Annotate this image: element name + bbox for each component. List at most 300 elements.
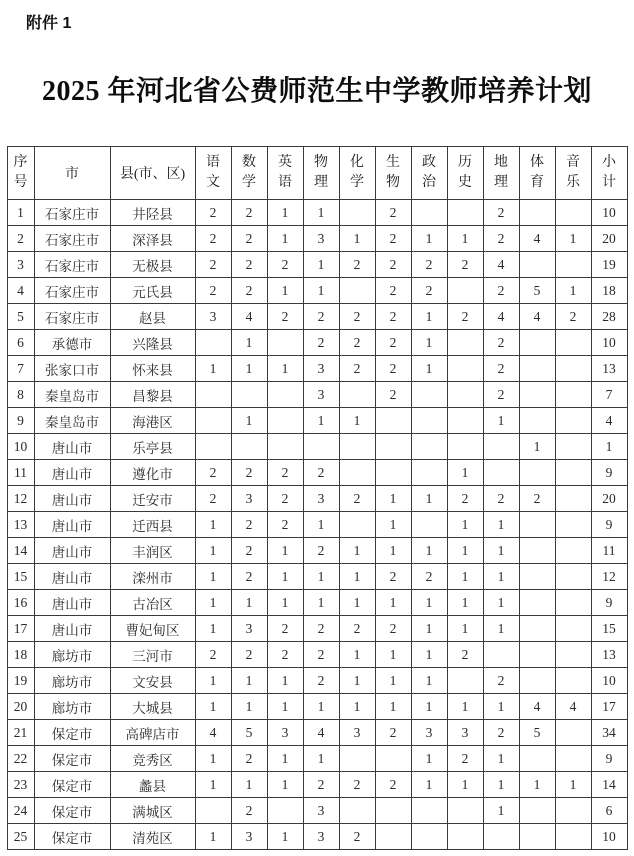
table-cell: 1 (195, 590, 231, 616)
table-cell: 1 (591, 434, 627, 460)
table-cell: 2 (231, 746, 267, 772)
table-cell: 2 (339, 330, 375, 356)
table-cell: 1 (411, 642, 447, 668)
table-cell: 2 (375, 330, 411, 356)
table-cell: 3 (231, 486, 267, 512)
table-cell: 1 (447, 460, 483, 486)
table-cell: 1 (483, 590, 519, 616)
table-cell: 无极县 (110, 252, 195, 278)
table-cell: 23 (7, 772, 34, 798)
column-header (447, 147, 483, 200)
table-cell: 2 (411, 278, 447, 304)
table-cell (447, 434, 483, 460)
table-cell (195, 434, 231, 460)
table-cell (375, 746, 411, 772)
table-cell: 2 (231, 538, 267, 564)
table-cell: 2 (303, 304, 339, 330)
header-row (7, 147, 627, 200)
table-cell: 唐山市 (34, 434, 110, 460)
table-cell (339, 746, 375, 772)
table-cell: 1 (339, 408, 375, 434)
table-row (7, 694, 627, 720)
table-cell: 1 (447, 772, 483, 798)
table-cell: 1 (303, 408, 339, 434)
table-cell: 2 (375, 720, 411, 746)
table-cell: 3 (303, 356, 339, 382)
table-cell: 4 (231, 304, 267, 330)
table-cell: 文安县 (110, 668, 195, 694)
table-cell (231, 434, 267, 460)
table-cell (519, 538, 555, 564)
table-cell: 2 (339, 486, 375, 512)
table-cell: 9 (591, 590, 627, 616)
table-cell (555, 746, 591, 772)
table-cell: 海港区 (110, 408, 195, 434)
table-cell: 4 (7, 278, 34, 304)
table-cell (555, 330, 591, 356)
table-cell: 兴隆县 (110, 330, 195, 356)
table-cell: 20 (591, 486, 627, 512)
table-cell: 2 (483, 200, 519, 226)
table-cell: 3 (231, 616, 267, 642)
table-cell (195, 382, 231, 408)
table-cell (411, 434, 447, 460)
table-cell: 大城县 (110, 694, 195, 720)
table-cell: 2 (231, 278, 267, 304)
table-cell (519, 408, 555, 434)
table-cell: 1 (411, 590, 447, 616)
table-cell: 1 (447, 226, 483, 252)
table-cell: 7 (591, 382, 627, 408)
column-header (483, 147, 519, 200)
table-cell: 1 (483, 564, 519, 590)
column-header-label: 化学 (350, 155, 364, 190)
table-cell (519, 382, 555, 408)
table-cell (339, 382, 375, 408)
table-cell: 石家庄市 (34, 278, 110, 304)
table-cell: 5 (231, 720, 267, 746)
table-cell: 1 (519, 772, 555, 798)
column-header (303, 147, 339, 200)
table-cell: 1 (303, 512, 339, 538)
table-cell: 1 (411, 538, 447, 564)
table-cell: 3 (303, 382, 339, 408)
table-row (7, 772, 627, 798)
table-cell: 2 (303, 668, 339, 694)
table-cell: 1 (303, 694, 339, 720)
table-cell: 10 (7, 434, 34, 460)
table-cell: 怀来县 (110, 356, 195, 382)
table-cell: 唐山市 (34, 616, 110, 642)
table-cell: 保定市 (34, 824, 110, 850)
table-cell: 1 (303, 200, 339, 226)
table-cell: 1 (339, 226, 375, 252)
column-header-label: 数学 (242, 155, 256, 190)
table-cell (555, 590, 591, 616)
table-cell: 1 (231, 330, 267, 356)
table-cell (555, 200, 591, 226)
column-header-label: 生物 (386, 155, 400, 190)
table-cell: 2 (483, 486, 519, 512)
table-cell: 3 (231, 824, 267, 850)
table-cell: 1 (555, 772, 591, 798)
table-cell: 石家庄市 (34, 200, 110, 226)
table-cell: 3 (303, 486, 339, 512)
table-cell: 井陉县 (110, 200, 195, 226)
table-cell (447, 200, 483, 226)
table-cell: 2 (375, 226, 411, 252)
table-cell (447, 668, 483, 694)
table-cell: 3 (303, 226, 339, 252)
table-cell: 保定市 (34, 720, 110, 746)
table-row (7, 824, 627, 850)
column-header (519, 147, 555, 200)
column-header (267, 147, 303, 200)
table-cell: 曹妃甸区 (110, 616, 195, 642)
table-cell: 1 (555, 278, 591, 304)
table-cell: 承德市 (34, 330, 110, 356)
table-cell (483, 824, 519, 850)
table-cell: 2 (483, 668, 519, 694)
column-header (231, 147, 267, 200)
table-cell (555, 564, 591, 590)
table-cell: 1 (447, 694, 483, 720)
table-cell: 1 (483, 512, 519, 538)
table-row (7, 356, 627, 382)
table-cell: 2 (339, 252, 375, 278)
table-row (7, 434, 627, 460)
table-row (7, 720, 627, 746)
table-cell: 1 (483, 694, 519, 720)
table-cell: 5 (519, 720, 555, 746)
table-cell: 保定市 (34, 798, 110, 824)
table-cell: 9 (591, 512, 627, 538)
table-cell: 满城区 (110, 798, 195, 824)
table-cell (375, 434, 411, 460)
table-cell: 2 (231, 642, 267, 668)
table-cell: 1 (411, 668, 447, 694)
table-cell (195, 330, 231, 356)
table-cell: 乐亭县 (110, 434, 195, 460)
table-cell: 2 (303, 460, 339, 486)
table-cell: 1 (267, 772, 303, 798)
column-header: 市 (34, 147, 110, 200)
table-cell: 19 (7, 668, 34, 694)
table-cell: 5 (519, 278, 555, 304)
table-cell: 1 (411, 694, 447, 720)
table-cell (519, 512, 555, 538)
table-cell: 2 (447, 642, 483, 668)
table-cell: 2 (303, 772, 339, 798)
column-header-label: 政治 (422, 155, 436, 190)
table-cell: 13 (591, 642, 627, 668)
table-cell: 1 (483, 616, 519, 642)
table-cell: 10 (591, 200, 627, 226)
table-cell: 1 (195, 616, 231, 642)
table-cell: 2 (195, 278, 231, 304)
table-cell: 1 (411, 356, 447, 382)
table-cell: 2 (267, 616, 303, 642)
table-cell: 2 (195, 226, 231, 252)
table-cell: 2 (339, 304, 375, 330)
table-cell: 2 (375, 278, 411, 304)
table-cell: 1 (231, 590, 267, 616)
table-cell: 4 (195, 720, 231, 746)
table-cell: 2 (447, 486, 483, 512)
table-cell: 1 (375, 668, 411, 694)
table-cell: 1 (231, 772, 267, 798)
column-header-label: 序号 (13, 155, 28, 190)
table-cell: 2 (519, 486, 555, 512)
table-cell: 22 (7, 746, 34, 772)
table-cell (267, 330, 303, 356)
table-cell (519, 642, 555, 668)
table-cell: 1 (375, 642, 411, 668)
table-cell (447, 330, 483, 356)
table-cell: 赵县 (110, 304, 195, 330)
table-cell (519, 668, 555, 694)
table-cell (483, 434, 519, 460)
table-row (7, 304, 627, 330)
table-cell: 1 (375, 538, 411, 564)
table-cell: 13 (591, 356, 627, 382)
table-cell: 1 (483, 746, 519, 772)
table-cell: 1 (375, 486, 411, 512)
table-cell: 6 (591, 798, 627, 824)
table-cell: 1 (483, 538, 519, 564)
table-cell: 2 (447, 304, 483, 330)
table-cell: 昌黎县 (110, 382, 195, 408)
table-row (7, 460, 627, 486)
table-cell: 2 (303, 538, 339, 564)
table-cell: 10 (591, 668, 627, 694)
table-cell (303, 434, 339, 460)
table-cell: 2 (447, 252, 483, 278)
table-cell: 迁西县 (110, 512, 195, 538)
table-cell (339, 200, 375, 226)
table-cell (519, 746, 555, 772)
table-cell: 1 (339, 590, 375, 616)
table-cell (483, 642, 519, 668)
table-cell: 34 (591, 720, 627, 746)
table-cell: 廊坊市 (34, 642, 110, 668)
column-header (7, 147, 34, 200)
table-cell (447, 382, 483, 408)
table-cell: 1 (303, 278, 339, 304)
table-cell: 1 (195, 772, 231, 798)
table-cell: 28 (591, 304, 627, 330)
table-cell (339, 460, 375, 486)
table-cell: 3 (303, 824, 339, 850)
table-cell (375, 408, 411, 434)
table-row (7, 538, 627, 564)
table-cell: 12 (7, 486, 34, 512)
table-cell (519, 564, 555, 590)
table-cell: 1 (303, 590, 339, 616)
table-cell: 1 (267, 278, 303, 304)
table-cell: 17 (7, 616, 34, 642)
table-cell (555, 642, 591, 668)
table-cell: 1 (195, 564, 231, 590)
table-cell: 20 (591, 226, 627, 252)
table-cell: 竞秀区 (110, 746, 195, 772)
table-cell: 2 (303, 616, 339, 642)
table-cell: 元氏县 (110, 278, 195, 304)
table-row (7, 252, 627, 278)
table-cell: 2 (7, 226, 34, 252)
table-cell: 21 (7, 720, 34, 746)
table-cell: 1 (483, 408, 519, 434)
table-cell: 2 (195, 486, 231, 512)
table-cell: 1 (411, 304, 447, 330)
table-cell: 2 (483, 382, 519, 408)
table-cell: 2 (267, 642, 303, 668)
table-cell: 2 (231, 252, 267, 278)
table-cell: 1 (375, 512, 411, 538)
table-cell: 4 (303, 720, 339, 746)
table-row (7, 486, 627, 512)
table-cell: 9 (591, 460, 627, 486)
table-cell: 张家口市 (34, 356, 110, 382)
table-cell: 2 (231, 460, 267, 486)
table-cell (519, 590, 555, 616)
attachment-label: 附件 1 (26, 15, 72, 32)
table-cell: 1 (411, 330, 447, 356)
table-cell: 19 (591, 252, 627, 278)
table-cell (411, 798, 447, 824)
table-cell (555, 486, 591, 512)
table-cell (411, 382, 447, 408)
table-cell (555, 720, 591, 746)
table-cell: 3 (195, 304, 231, 330)
column-header-label: 体育 (530, 155, 544, 190)
table-cell: 1 (267, 200, 303, 226)
table-cell: 1 (195, 668, 231, 694)
table-cell: 2 (483, 278, 519, 304)
table-row (7, 200, 627, 226)
column-header-label: 地理 (494, 155, 508, 190)
table-cell: 15 (591, 616, 627, 642)
table-cell: 1 (267, 564, 303, 590)
table-cell: 蠡县 (110, 772, 195, 798)
column-header (339, 147, 375, 200)
table-cell (339, 798, 375, 824)
table-cell: 2 (339, 616, 375, 642)
table-cell: 10 (591, 330, 627, 356)
table-cell: 1 (519, 434, 555, 460)
table-cell: 迁安市 (110, 486, 195, 512)
table-cell: 13 (7, 512, 34, 538)
column-header (195, 147, 231, 200)
table-cell: 清苑区 (110, 824, 195, 850)
table-row (7, 616, 627, 642)
table-row (7, 590, 627, 616)
table-cell: 1 (267, 694, 303, 720)
table-cell (555, 668, 591, 694)
table-cell: 2 (375, 564, 411, 590)
table-cell: 2 (195, 252, 231, 278)
column-header-label: 语文 (206, 155, 220, 190)
table-cell: 石家庄市 (34, 252, 110, 278)
table-cell: 2 (231, 564, 267, 590)
table-cell: 1 (411, 616, 447, 642)
table-cell: 2 (267, 252, 303, 278)
column-header-label: 历史 (458, 155, 472, 190)
table-row (7, 408, 627, 434)
table-cell: 2 (231, 512, 267, 538)
table-header (7, 147, 627, 200)
table-cell: 20 (7, 694, 34, 720)
table-row (7, 798, 627, 824)
table-cell: 3 (267, 720, 303, 746)
table-cell: 2 (375, 304, 411, 330)
table-row (7, 226, 627, 252)
table-cell: 2 (267, 512, 303, 538)
table-cell: 9 (7, 408, 34, 434)
table-cell: 3 (339, 720, 375, 746)
table-cell (519, 798, 555, 824)
table-cell: 2 (267, 460, 303, 486)
table-cell (231, 382, 267, 408)
table-cell: 2 (339, 772, 375, 798)
table-cell: 4 (591, 408, 627, 434)
table-cell: 2 (375, 772, 411, 798)
table-cell (519, 616, 555, 642)
table-cell (555, 434, 591, 460)
table-cell (267, 382, 303, 408)
table-cell: 11 (591, 538, 627, 564)
table-cell: 14 (7, 538, 34, 564)
column-header-label: 小计 (602, 155, 616, 190)
table-cell: 14 (591, 772, 627, 798)
table-cell: 2 (195, 200, 231, 226)
table-cell: 3 (7, 252, 34, 278)
table-cell: 唐山市 (34, 460, 110, 486)
table-cell: 2 (411, 564, 447, 590)
table-cell (447, 356, 483, 382)
table-cell: 古冶区 (110, 590, 195, 616)
column-header: 县(市、区) (110, 147, 195, 200)
table-cell: 2 (195, 460, 231, 486)
table-cell: 1 (483, 772, 519, 798)
table-cell: 2 (375, 252, 411, 278)
table-cell: 滦州市 (110, 564, 195, 590)
table-cell: 5 (7, 304, 34, 330)
table-cell: 2 (195, 642, 231, 668)
table-cell (375, 460, 411, 486)
table-cell: 1 (195, 694, 231, 720)
column-header-label: 英语 (278, 155, 292, 190)
table-cell: 1 (195, 512, 231, 538)
table-cell: 16 (7, 590, 34, 616)
table-cell: 1 (303, 252, 339, 278)
table-cell: 唐山市 (34, 590, 110, 616)
table-cell: 1 (339, 538, 375, 564)
table-cell (555, 252, 591, 278)
table-row (7, 512, 627, 538)
table-cell: 2 (339, 356, 375, 382)
table-cell: 丰润区 (110, 538, 195, 564)
table-cell: 唐山市 (34, 538, 110, 564)
table-cell: 唐山市 (34, 512, 110, 538)
table-cell: 1 (267, 590, 303, 616)
table-cell: 1 (195, 538, 231, 564)
table-cell (267, 408, 303, 434)
table-cell (555, 798, 591, 824)
table-cell: 1 (339, 694, 375, 720)
table-row (7, 746, 627, 772)
table-cell (447, 278, 483, 304)
